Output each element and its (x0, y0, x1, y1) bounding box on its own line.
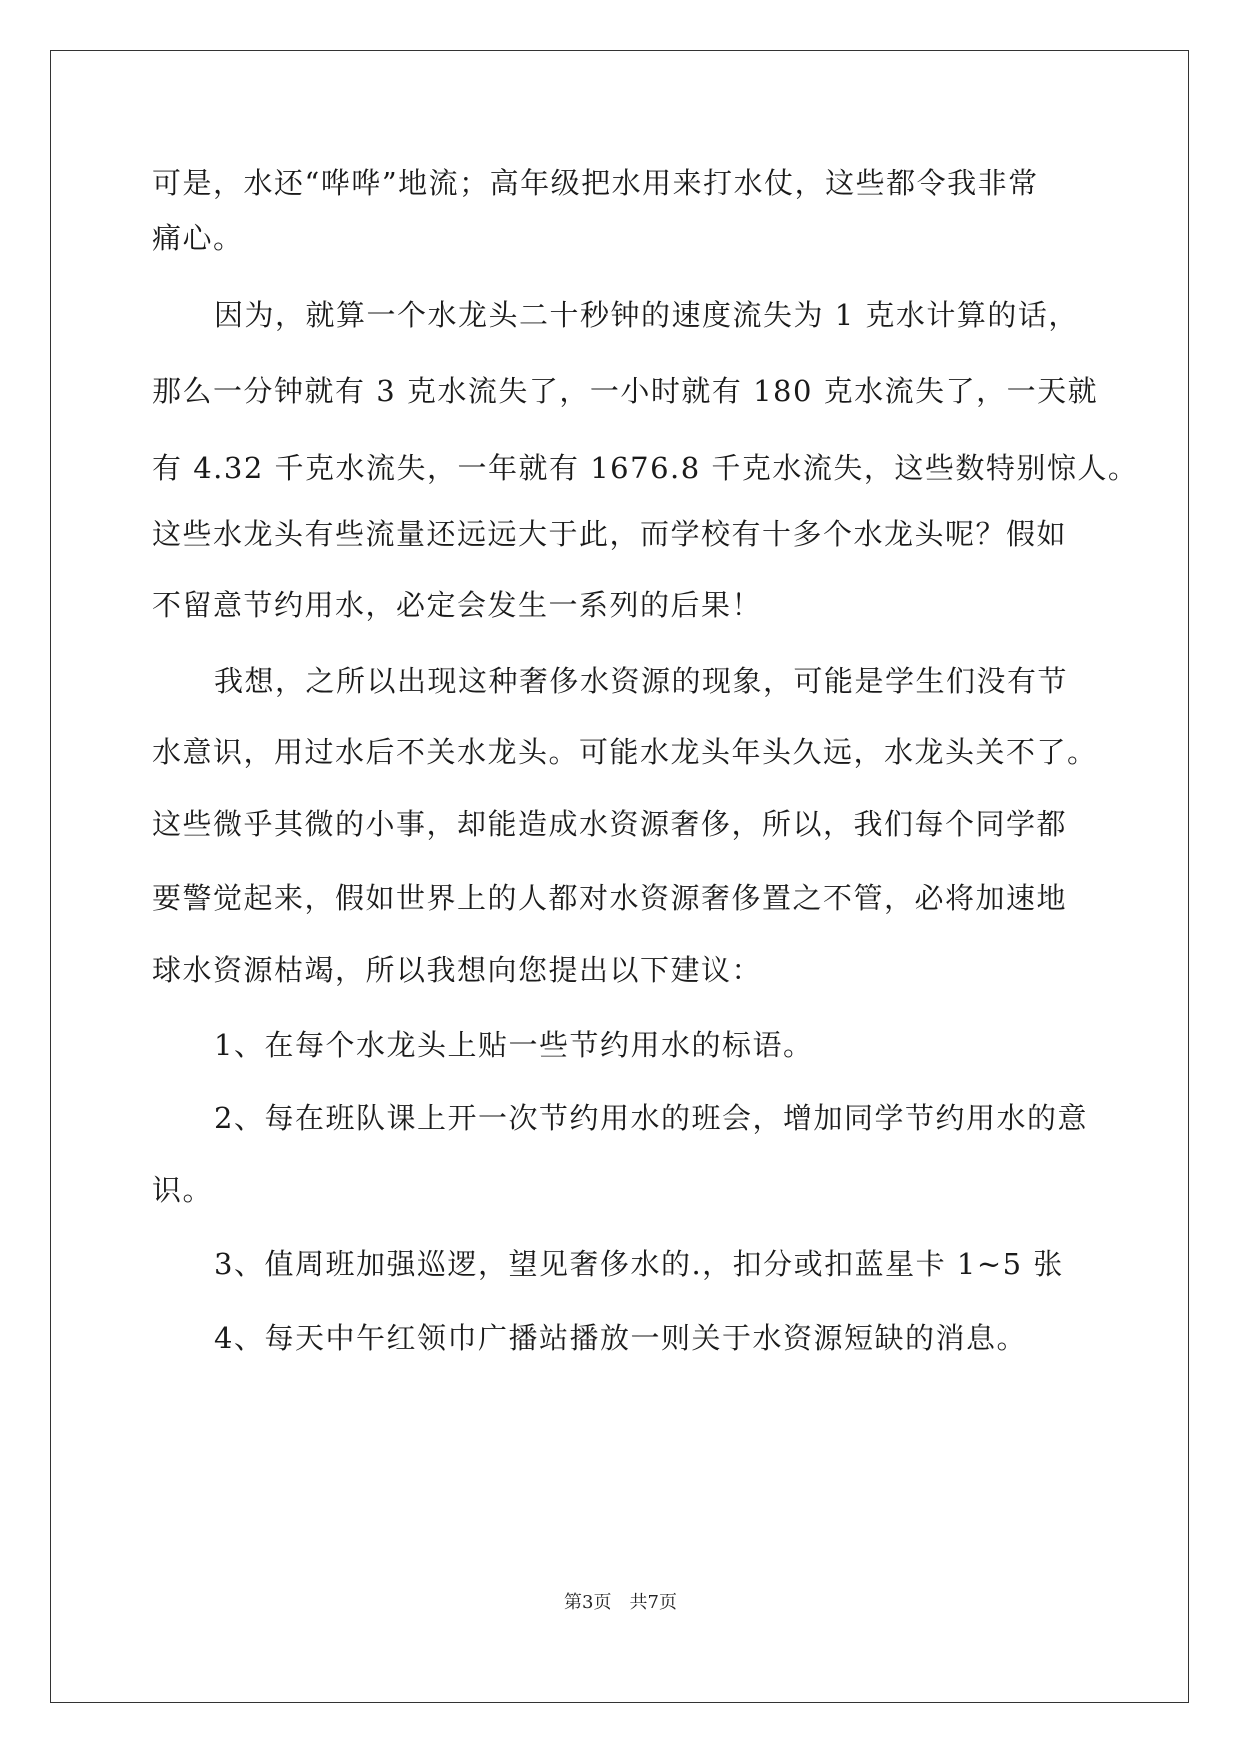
text-line: 这些水龙头有些流量还远远大于此，而学校有十多个水龙头呢？假如 (152, 517, 1068, 551)
text-line: 那么一分钟就有 3 克水流失了，一小时就有 180 克水流失了，一天就 (152, 374, 1099, 408)
page-total: 共7页 (629, 1592, 677, 1613)
page-number: 第3页 (564, 1592, 612, 1613)
text-line: 识。 (152, 1173, 214, 1207)
list-item: 3、值周班加强巡逻，望见奢侈水的.，扣分或扣蓝星卡 1~5 张 (214, 1247, 1064, 1281)
text-line: 有 4.32 千克水流失，一年就有 1676.8 千克水流失，这些数特别惊人。 (152, 451, 1139, 485)
text-line: 不留意节约用水，必定会发生一系列的后果！ (152, 588, 763, 622)
text-line: 球水资源枯竭，所以我想向您提出以下建议： (152, 953, 763, 987)
list-item: 2、每在班队课上开一次节约用水的班会，增加同学节约用水的意 (214, 1101, 1088, 1135)
text-line: 我想，之所以出现这种奢侈水资源的现象，可能是学生们没有节 (214, 664, 1069, 698)
text-line: 可是，水还“哗哗”地流；高年级把水用来打水仗，这些都令我非常 (152, 166, 1039, 200)
page-footer (0, 1592, 1241, 1614)
text-line: 要警觉起来，假如世界上的人都对水资源奢侈置之不管，必将加速地 (152, 881, 1068, 915)
list-item: 4、每天中午红领巾广播站播放一则关于水资源短缺的消息。 (214, 1321, 1027, 1355)
text-line: 这些微乎其微的小事，却能造成水资源奢侈，所以，我们每个同学都 (152, 807, 1068, 841)
text-line: 水意识，用过水后不关水龙头。可能水龙头年头久远，水龙头关不了。 (152, 735, 1098, 769)
list-item: 1、在每个水龙头上贴一些节约用水的标语。 (214, 1028, 814, 1062)
text-line: 痛心。 (152, 221, 244, 255)
text-line: 因为，就算一个水龙头二十秒钟的速度流失为 1 克水计算的话， (214, 298, 1079, 332)
